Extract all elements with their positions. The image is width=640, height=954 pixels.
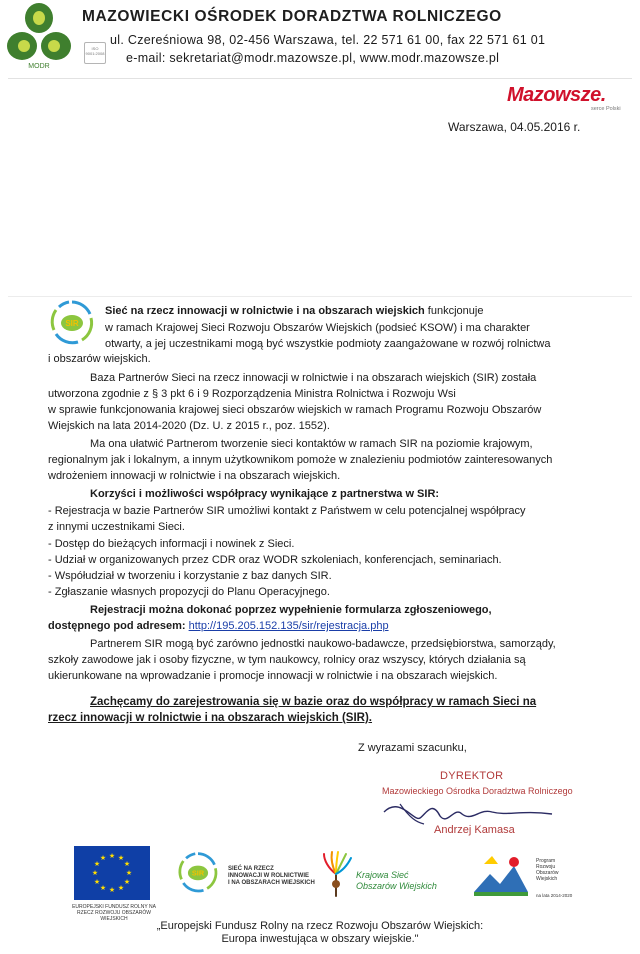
svg-text:★: ★ <box>117 854 125 862</box>
handwritten-signature <box>380 792 560 828</box>
prow-text-4: Wiejskich <box>536 876 558 882</box>
modr-logo <box>2 2 76 72</box>
paragraph-5-line-3: ukierunkowane na wprowadzanie i promocje innowacji w rolnictwie i na obszarach wiejskich. <box>48 670 498 682</box>
svg-text:★: ★ <box>108 886 116 894</box>
sir-logo-icon <box>48 298 96 346</box>
paragraph-1-line-3: otwarty, a jej uczestnikami mogą być wszystkie podmioty zaangażowane w rozwój rolnictwa <box>105 338 551 350</box>
footer-quote-line-2: Europa inwestująca w obszary wiejskie." <box>221 933 419 945</box>
prow-years: na lata 2014-2020 <box>536 893 573 898</box>
sir-footer-text <box>228 866 315 887</box>
sir-footer-text-2: INNOWACJI W ROLNICTWIE <box>228 873 309 879</box>
svg-text:SIR: SIR <box>65 319 79 328</box>
eu-fund-caption: EUROPEJSKI FUNDUSZ ROLNY NA RZECZ ROZWOJU OBSZARÓW WIEJSKICH <box>72 904 156 922</box>
iso-certificate-badge: ISO 9001:2008 <box>84 42 106 64</box>
svg-text:★: ★ <box>99 854 107 862</box>
ksow-logo-icon <box>318 850 354 898</box>
footer-quote-line-1: „Europejski Fundusz Rolny na rzecz Rozwoju Obszarów Wiejskich: <box>156 920 484 932</box>
svg-text:★: ★ <box>123 860 131 868</box>
closing-phrase: Z wyrazami szacunku, <box>358 742 467 754</box>
ksow-text-1: Krajowa Sieć <box>356 870 409 880</box>
registration-line-2 <box>48 618 389 634</box>
prow-logo-icon <box>470 852 532 898</box>
prow-logo-text <box>536 858 559 882</box>
registration-link[interactable]: http://195.205.152.135/sir/rejestracja.php <box>188 620 389 632</box>
paragraph-2-line-2: utworzona zgodnie z § 3 pkt 6 i 9 Rozporządzenia Ministra Rolnictwa i Rozwoju Wsi <box>48 388 456 400</box>
benefit-2: - Dostęp do bieżących informacji i nowinek z Sieci. <box>48 538 295 550</box>
sir-footer-logo <box>176 850 220 894</box>
svg-text:★: ★ <box>123 878 131 886</box>
svg-text:★: ★ <box>125 869 133 877</box>
paragraph-2-line-1: Baza Partnerów Sieci na rzecz innowacji w rolnictwie i na obszarach wiejskich (SIR) została <box>90 372 537 384</box>
fold-line <box>8 296 632 297</box>
eu-flag-logo <box>74 846 150 900</box>
svg-text:★: ★ <box>108 852 116 860</box>
paragraph-1-line-4: i obszarów wiejskich. <box>48 353 151 365</box>
svg-text:★: ★ <box>91 869 99 877</box>
paragraph-1-line-1 <box>105 303 483 319</box>
benefits-heading: Korzyści i możliwości współpracy wynikające z partnerstwa w SIR: <box>90 488 440 500</box>
footer-quote <box>0 920 640 946</box>
benefit-5: - Zgłaszanie własnych propozycji do Planu Operacyjnego. <box>48 586 330 598</box>
paragraph-3-line-2: regionalnym jak i lokalnym, a innym użytkownikom pomoże w znalezieniu podmiotów zainteresowanych <box>48 454 553 466</box>
prow-text-1: Program <box>536 858 556 864</box>
svg-text:★: ★ <box>99 884 107 892</box>
address-line: ul. Czereśniowa 98, 02-456 Warszawa, tel. 22 571 61 00, fax 22 571 61 01 <box>110 33 546 47</box>
registration-line-1: Rejestracji można dokonać poprzez wypełnienie formularza zgłoszeniowego, <box>90 604 492 616</box>
paragraph-2-line-4: Wiejskich na lata 2014-2020 (Dz. U. z 2015 r., poz. 1552). <box>48 420 330 432</box>
letter-date: Warszawa, 04.05.2016 r. <box>448 120 581 134</box>
signature-organization: Mazowieckiego Ośrodka Doradztwa Rolniczego <box>382 786 573 796</box>
call-to-action-line-1: Zachęcamy do zarejestrowania się w bazie oraz do współpracy w ramach Sieci na <box>90 696 537 708</box>
eu-stars-icon <box>74 846 150 900</box>
signature-name: Andrzej Kamasa <box>434 824 515 836</box>
benefit-1-line-1: - Rejestracja w bazie Partnerów SIR umożliwi kontakt z Państwem w celu potencjalnej współpracy <box>48 505 526 517</box>
registration-label: dostępnego pod adresem: <box>48 620 186 632</box>
mazowsze-brand-logo: Mazowsze. <box>507 84 606 106</box>
sir-network-name: Sieć na rzecz innowacji w rolnictwie i na obszarach wiejskich <box>105 305 425 317</box>
ksow-logo-text <box>356 870 437 892</box>
svg-text:★: ★ <box>117 884 125 892</box>
sir-footer-text-3: I NA OBSZARACH WIEJSKICH <box>228 880 315 886</box>
paragraph-1-line-1-rest: funkcjonuje <box>424 305 484 317</box>
organization-name: MAZOWIECKI OŚRODEK DORADZTWA ROLNICZEGO <box>82 8 502 25</box>
contact-line: e-mail: sekretariat@modr.mazowsze.pl, www.modr.mazowsze.pl <box>126 51 500 65</box>
sir-badge-text: SIR <box>191 868 205 878</box>
paragraph-3-line-1: Ma ona ułatwić Partnerom tworzenie sieci kontaktów w ramach SIR na poziomie krajowym, <box>90 438 533 450</box>
paragraph-1-line-2: w ramach Krajowej Sieci Rozwoju Obszarów Wiejskich (podsieć KSOW) i ma charakter <box>105 322 530 334</box>
header-divider <box>8 78 632 79</box>
prow-text-3: Obszarów <box>536 870 559 876</box>
svg-text:★: ★ <box>93 878 101 886</box>
paragraph-5-line-1: Partnerem SIR mogą być zarówno jednostki naukowo-badawcze, przedsiębiorstwa, samorządy, <box>90 638 556 650</box>
signature-title: DYREKTOR <box>440 770 504 782</box>
paragraph-5-line-2: szkoły zawodowe jak i osoby fizyczne, w tym naukowcy, rolnicy oraz wszyscy, których działania są <box>48 654 526 666</box>
modr-logo-caption: MODR <box>28 63 50 70</box>
call-to-action-line-2: rzecz innowacji w rolnictwie i na obszarach wiejskich (SIR). <box>48 712 373 724</box>
benefit-3: - Udział w organizowanych przez CDR oraz WODR szkoleniach, konferencjach, seminariach. <box>48 554 502 566</box>
benefit-1-line-2: z innymi uczestnikami Sieci. <box>48 521 185 533</box>
svg-text:★: ★ <box>93 860 101 868</box>
benefit-4: - Współudział w tworzeniu i korzystanie z baz danych SIR. <box>48 570 332 582</box>
paragraph-2-line-3: w sprawie funkcjonowania krajowej sieci obszarów wiejskich w ramach Programu Rozwoju Obszarów <box>48 404 542 416</box>
sir-footer-text-1: SIEĆ NA RZECZ <box>228 866 274 872</box>
ksow-text-2: Obszarów Wiejskich <box>356 881 437 891</box>
prow-text-2: Rozwoju <box>536 864 556 870</box>
mazowsze-tagline: serce Polski <box>591 106 621 112</box>
paragraph-3-line-3: wdrożeniem innowacji w rolnictwie i na obszarach wiejskich. <box>48 470 341 482</box>
